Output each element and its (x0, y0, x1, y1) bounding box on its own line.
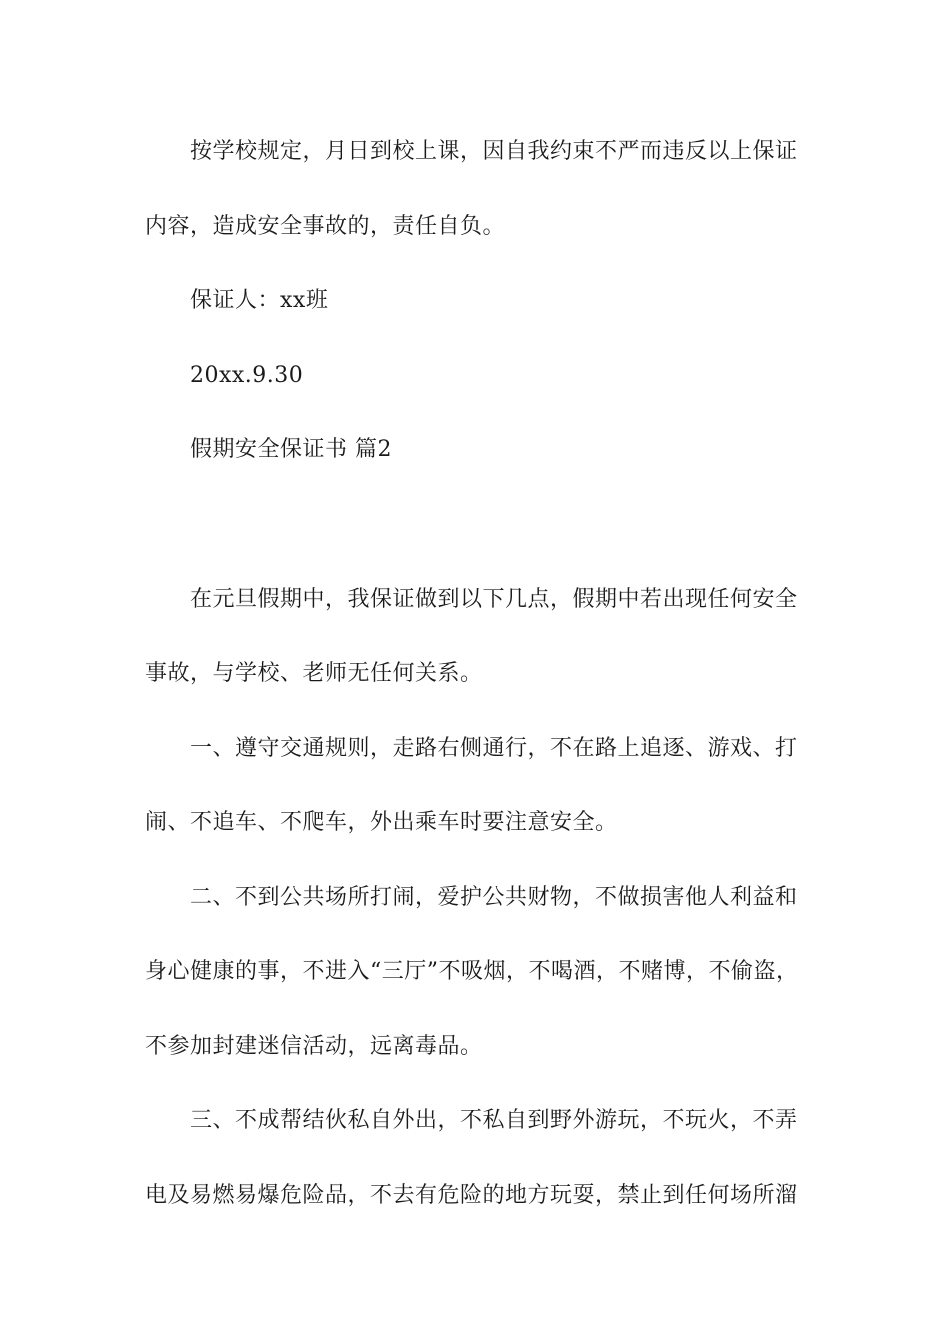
section-title: 假期安全保证书 篇2 (190, 437, 392, 462)
paragraph-line: 内容，造成安全事故的，责任自负。 (145, 214, 506, 239)
paragraph-line: 在元旦假期中，我保证做到以下几点，假期中若出现任何安全 (190, 587, 798, 612)
paragraph-line: 事故，与学校、老师无任何关系。 (145, 661, 483, 686)
paragraph-line: 一、遵守交通规则，走路右侧通行，不在路上追逐、游戏、打 (190, 736, 798, 761)
guarantor-line: 保证人：xx班 (190, 288, 329, 313)
paragraph-line: 二、不到公共场所打闹，爱护公共财物，不做损害他人利益和 (190, 885, 798, 910)
paragraph-line: 三、不成帮结伙私自外出，不私自到野外游玩，不玩火，不弄 (190, 1108, 798, 1133)
date-line: 20xx.9.30 (190, 363, 304, 388)
paragraph-line: 身心健康的事，不进入“三厅”不吸烟，不喝酒，不赌博，不偷盗， (145, 959, 799, 984)
paragraph-line: 不参加封建迷信活动，远离毒品。 (145, 1034, 483, 1059)
paragraph-line: 按学校规定，月日到校上课，因自我约束不严而违反以上保证 (190, 139, 798, 164)
paragraph-line: 电及易燃易爆危险品，不去有危险的地方玩耍，禁止到任何场所溜 (145, 1183, 798, 1208)
paragraph-line: 闹、不追车、不爬车，外出乘车时要注意安全。 (145, 810, 618, 835)
